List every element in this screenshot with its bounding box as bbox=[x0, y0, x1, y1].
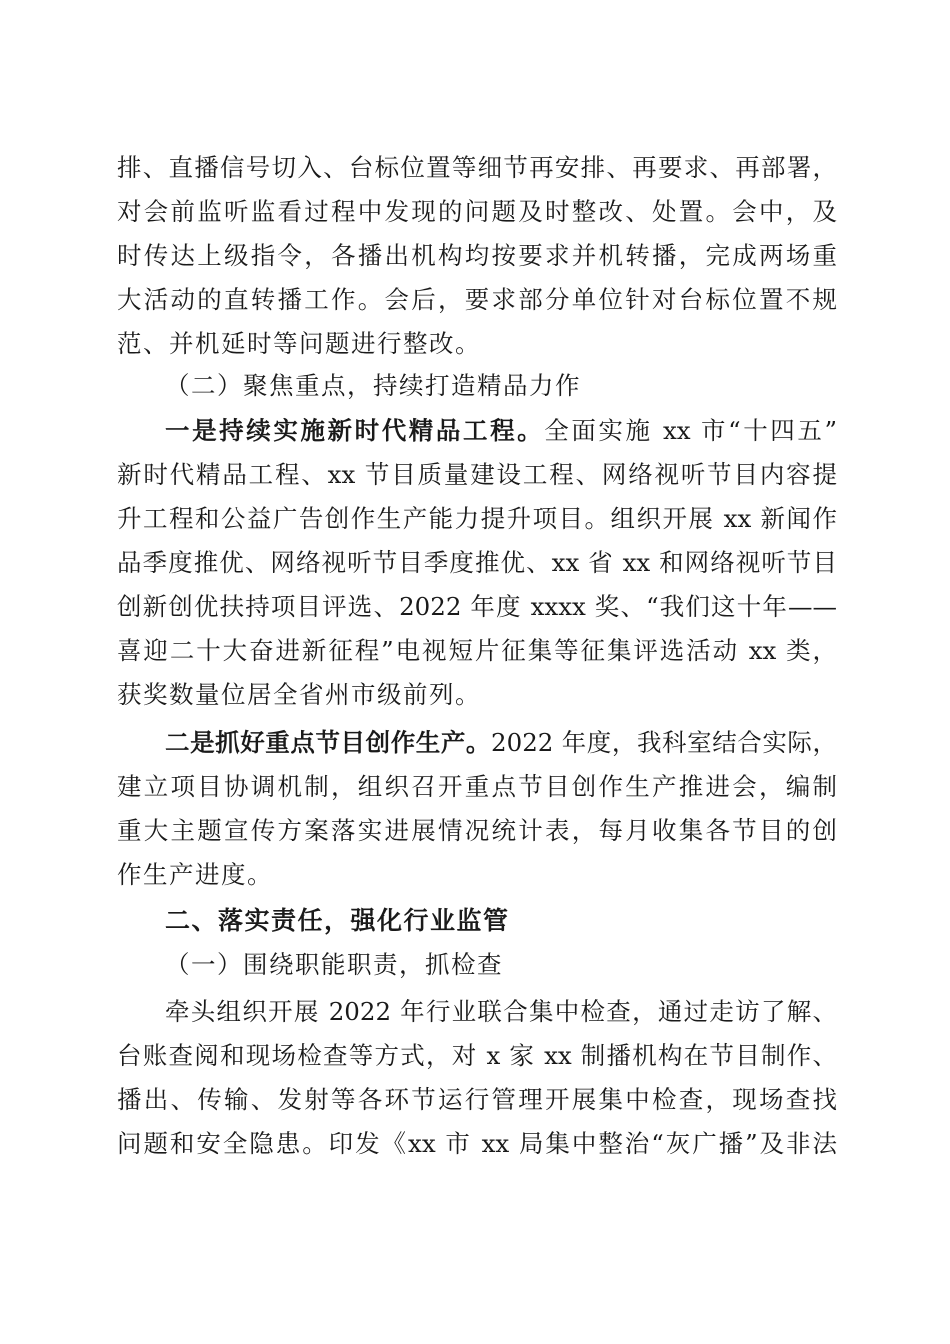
para3-line-1-rest: 2022 年度，我科室结合实际， bbox=[491, 728, 838, 757]
para1-line-2: 对会前监听监看过程中发现的问题及时整改、处置。会中，及 bbox=[117, 197, 837, 226]
para1-line-4: 大活动的直转播工作。会后，要求部分单位针对台标位置不规 bbox=[117, 285, 837, 314]
para1-line-5: 范、并机延时等问题进行整改。 bbox=[117, 329, 481, 358]
para3-line-2: 建立项目协调机制，组织召开重点节目创作生产推进会，编制 bbox=[117, 772, 837, 801]
para2-line-2: 新时代精品工程、xx 节目质量建设工程、网络视听节目内容提 bbox=[117, 460, 837, 489]
heading-2: 二、落实责任，强化行业监管 bbox=[165, 906, 510, 935]
para2-line-5: 创新创优扶持项目评选、2022 年度 xxxx 奖、“我们这十年—— bbox=[117, 592, 837, 621]
para3-line-4: 作生产进度。 bbox=[117, 860, 273, 889]
para3-line-3: 重大主题宣传方案落实进展情况统计表，每月收集各节目的创 bbox=[117, 816, 837, 845]
para2-line-7: 获奖数量位居全省州市级前列。 bbox=[117, 680, 481, 709]
para4-line-3: 播出、传输、发射等各环节运行管理开展集中检查，现场查找 bbox=[117, 1085, 837, 1114]
para4-line-2: 台账查阅和现场检查等方式，对 x 家 xx 制播机构在节目制作、 bbox=[117, 1041, 837, 1070]
para1-line-3: 时传达上级指令，各播出机构均按要求并机转播，完成两场重 bbox=[117, 241, 837, 270]
para4-line-4: 问题和安全隐患。印发《xx 市 xx 局集中整治“灰广播”及非法 bbox=[117, 1129, 837, 1158]
para2-line-1-rest: 全面实施 xx 市“十四五” bbox=[544, 416, 837, 445]
para4-line-1: 牵头组织开展 2022 年行业联合集中检查，通过走访了解、 bbox=[165, 997, 837, 1026]
sub-heading-2: （二）聚焦重点，持续打造精品力作 bbox=[165, 371, 581, 400]
para2-lead: 一是持续实施新时代精品工程。 bbox=[165, 416, 545, 445]
para2-line-1 bbox=[165, 409, 837, 453]
para1-line-1: 排、直播信号切入、台标位置等细节再安排、再要求、再部署， bbox=[117, 153, 837, 182]
para3-lead: 二是抓好重点节目创作生产。 bbox=[165, 728, 492, 757]
sub-heading-1: （一）围绕职能职责，抓检查 bbox=[165, 950, 503, 979]
para2-line-4: 品季度推优、网络视听节目季度推优、xx 省 xx 和网络视听节目 bbox=[117, 548, 837, 577]
para3-line-1 bbox=[165, 721, 837, 765]
para2-line-3: 升工程和公益广告创作生产能力提升项目。组织开展 xx 新闻作 bbox=[117, 504, 837, 533]
para2-line-6: 喜迎二十大奋进新征程”电视短片征集等征集评选活动 xx 类， bbox=[117, 636, 837, 665]
